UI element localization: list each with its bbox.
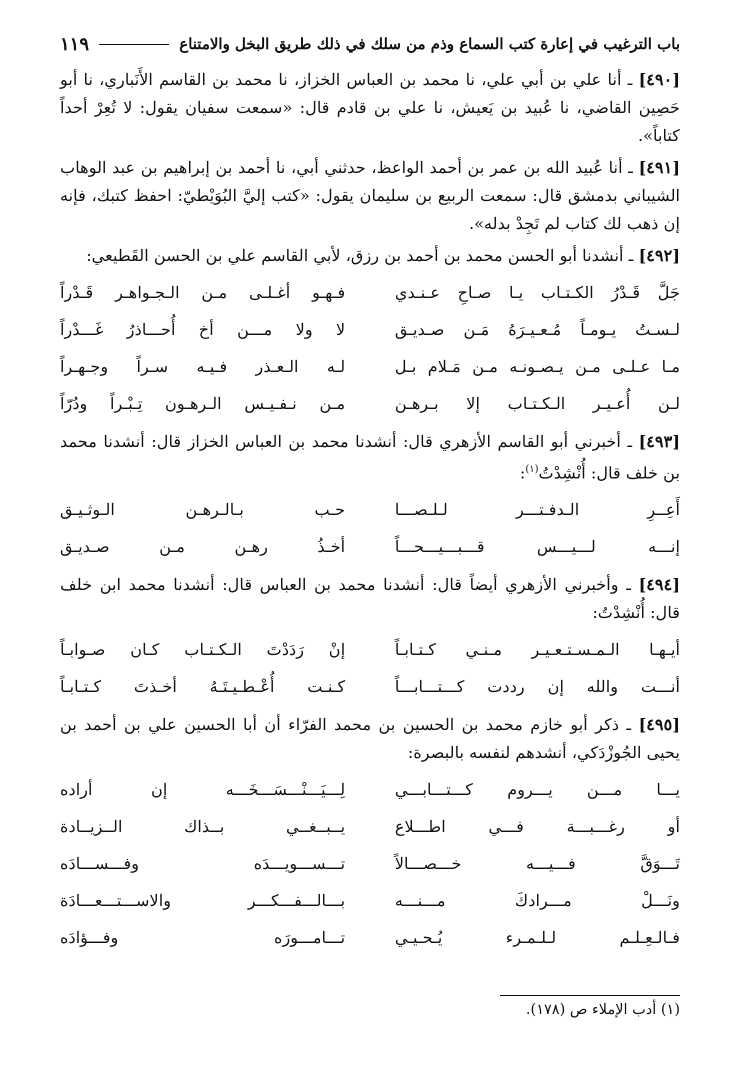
hemistich-right: أنـــت والله إن رددت كـــتـــابـــاً	[394, 677, 680, 697]
footnote: (١) أدب الإملاء ص (١٧٨).	[525, 1002, 680, 1018]
entry-number: [٤٩٤]	[638, 575, 680, 595]
verse-line	[60, 311, 680, 348]
running-header	[60, 28, 680, 60]
header-rule	[99, 44, 169, 45]
paragraph-494	[60, 571, 680, 627]
hemistich-left: حـب بـالـرهـن الـوثـيـق	[60, 500, 346, 520]
paragraph-text: ـ أخبرني أبو القاسم الأزهري قال: أنشدنا محمد بن العباس الخزاز قال: أنشدنا محمد بن خلف قال: أُنْشِدْتُ	[60, 432, 680, 483]
hemistich-right: لـن أُعـيـر الـكـتـاب إلا بـرهـن	[394, 394, 680, 413]
paragraph-491	[60, 154, 680, 238]
entry-number: [٤٩٠]	[638, 70, 680, 89]
book-page	[60, 28, 680, 1068]
hemistich-left: تـــامـــورَه وفـــؤادَه	[60, 928, 346, 948]
verse-line	[60, 668, 680, 705]
hemistich-left: لِـــيَـــنْـــسَـــخَـــه إن أراده	[60, 780, 346, 800]
hemistich-right: فـالـعِـلـم لـلـمـرء يُـحـيـي	[394, 928, 680, 948]
verse-line	[60, 528, 680, 565]
entry-number: [٤٩١]	[638, 158, 680, 177]
hemistich-right: تَـــوَقَّ فـــيـــه خـــصـــالاً	[394, 854, 680, 874]
footnote-ref[interactable]: (١)	[525, 464, 539, 475]
hemistich-left: أخـذُ رهـن مـن صـديـق	[60, 537, 346, 557]
verse-line	[60, 919, 680, 956]
hemistich-left: كـنـت أُعْـطـيـتَـهُ أخـذتَ كـتـابـاً	[60, 677, 346, 697]
paragraph-text: ـ ذكر أبو خازم محمد بن الحسين بن محمد الفرّاء أن أبا الحسين علي بن أحمد بن يحيى الجُوزْدَكي، أنشدهم لنفسه بالبصرة:	[60, 715, 680, 763]
verse-line	[60, 771, 680, 808]
footnote-rule	[500, 995, 680, 996]
hemistich-left: لـه الـعـذر فـيـه سـراً وجـهـراً	[60, 357, 346, 376]
verse-line	[60, 385, 680, 422]
paragraph-text: ـ أنشدنا أبو الحسن محمد بن أحمد بن رزق، لأبي القاسم علي بن الحسن القَطيعي:	[86, 246, 639, 265]
hemistich-left: بـــالـــفـــكـــر والاســـتـــعـــادَة	[60, 891, 346, 911]
hemistich-left: إنْ رَدَدْتَ الـكـتـاب كـان صـوابـاً	[60, 640, 346, 660]
hemistich-right: إنـــه لـــيـــس قـــبـــيـــحـــاً	[394, 537, 680, 557]
verse-line	[60, 882, 680, 919]
paragraph-493	[60, 428, 680, 487]
hemistich-right: مـا عـلـى مـن يـصـونـه مـن مَـلام بـل	[394, 357, 680, 376]
paragraph-tail: :	[519, 463, 526, 483]
paragraph-text: ـ أنا عُبيد الله بن عمر بن أحمد الواعظ، حدثني أبي، نا أحمد بن إبراهيم بن عبد الوهاب الشيباني بدمشق قال: سمعت الربيع بن سليمان يقول: «كتب إليَّ البُوَيْطيّ: احفظ كتبك، فإنه إن ذهب لك كتاب لم تَجِدْ بدله».	[60, 158, 680, 233]
poem-495	[60, 771, 680, 956]
poem-492	[60, 274, 680, 422]
hemistich-right: أَعِــرِ الـدفـتـــر لـلـصـــا	[394, 500, 680, 520]
verse-line	[60, 274, 680, 311]
paragraph-490	[60, 66, 680, 150]
hemistich-right: جَلَّ قَـدْرُ الكـتـاب يـا صـاحِ عـنـدي	[394, 283, 680, 302]
verse-line	[60, 491, 680, 528]
paragraph-text: ـ أنا علي بن أبي علي، نا محمد بن العباس الخزاز، نا محمد بن القاسم الأَنَباري، نا أبو حَصِين القاضي، نا عُبيد بن يَعيش، نا علي بن قادم قال: «سمعت سفيان يقول: لا تُعِرْ أحداً كتاباً».	[60, 70, 680, 145]
hemistich-left: لا ولا مـــن أخ أُحـــاذرُ غَـــدْراً	[60, 320, 346, 339]
page-number: ١١٩	[60, 33, 90, 55]
entry-number: [٤٩٢]	[638, 246, 680, 265]
verse-line	[60, 631, 680, 668]
hemistich-left: مـن نـفـيـس الـرهـون تِـبْـراً ودُرّاً	[60, 394, 346, 413]
hemistich-right: يـــا مـــن يـــروم كـــتـــابـــي	[394, 780, 680, 800]
verse-line	[60, 348, 680, 385]
hemistich-left: يــبــغــي بــذاك الــزيــادة	[60, 817, 346, 837]
verse-line	[60, 845, 680, 882]
chapter-title: باب الترغيب في إعارة كتب السماع وذم من سلك في ذلك طريق البخل والامتناع	[179, 35, 680, 53]
hemistich-right: أيـهـا الـمـسـتـعـيـر مـنـي كـتـابـاً	[394, 640, 680, 660]
verse-line	[60, 808, 680, 845]
hemistich-right: أو رغـــبـــة فـــي اطـــلاع	[394, 817, 680, 837]
hemistich-left: فـهـو أغـلـى مـن الـجـواهـر قَـدْراً	[60, 283, 346, 302]
poem-493	[60, 491, 680, 565]
entry-number: [٤٩٣]	[638, 432, 680, 451]
hemistich-right: لـسـتُ يـومـاً مُـعـيـرَهُ مَـن صـديـق	[394, 320, 680, 339]
poem-494	[60, 631, 680, 705]
paragraph-492	[60, 242, 680, 270]
hemistich-right: ونَـــلْ مـــرادكَ مـــنـــه	[394, 891, 680, 911]
hemistich-left: تـــســـويـــدَه وفـــســـادَه	[60, 854, 346, 874]
entry-number: [٤٩٥]	[638, 715, 680, 735]
paragraph-495	[60, 711, 680, 767]
paragraph-text: ـ وأخبرني الأزهري أيضاً قال: أنشدنا محمد بن العباس قال: أنشدنا محمد ابن خلف قال: أُنْشِدْتُ:	[60, 575, 680, 623]
